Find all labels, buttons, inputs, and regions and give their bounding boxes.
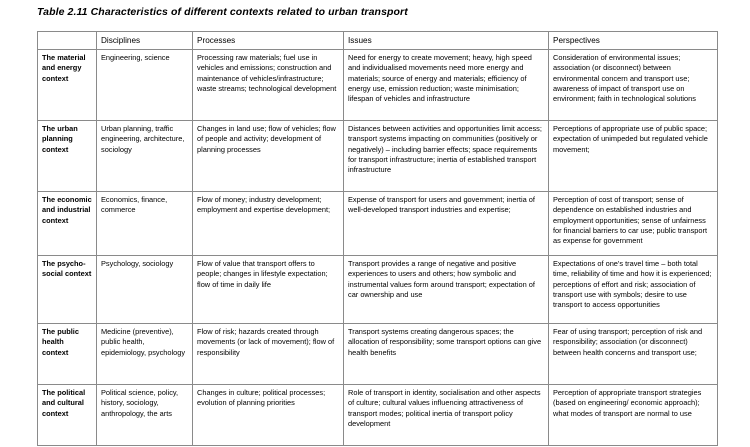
cell-perspectives: Consideration of environmental issues; association (or disconnect) between environmental concern and transport use; awareness of impact of transport use on environment; faith in technological solutions	[549, 50, 718, 121]
row-header-public-health: The public health context	[38, 324, 97, 385]
row-header-urban-planning: The urban planning context	[38, 121, 97, 192]
cell-disciplines: Urban planning, traffic engineering, architecture, sociology	[97, 121, 193, 192]
table-row	[38, 385, 718, 446]
cell-disciplines: Economics, finance, commerce	[97, 192, 193, 256]
urban-transport-contexts-table	[37, 31, 718, 446]
cell-disciplines: Political science, policy, history, sociology, anthropology, the arts	[97, 385, 193, 446]
table-header	[38, 32, 718, 50]
cell-issues: Expense of transport for users and government; inertia of well-developed transport industries and expertise;	[344, 192, 549, 256]
cell-disciplines: Psychology, sociology	[97, 256, 193, 324]
table-row	[38, 192, 718, 256]
column-header-issues: Issues	[344, 32, 549, 50]
cell-issues: Role of transport in identity, socialisation and other aspects of culture; cultural values influencing attractiveness of transport modes; political inertia of transport policy development	[344, 385, 549, 446]
table-row	[38, 256, 718, 324]
row-header-economic-industrial: The economic and industrial context	[38, 192, 97, 256]
row-header-psycho-social: The psycho-social context	[38, 256, 97, 324]
column-header-disciplines: Disciplines	[97, 32, 193, 50]
cell-perspectives: Fear of using transport; perception of risk and responsibility; association (or disconnect) between health concerns and transport use;	[549, 324, 718, 385]
cell-issues: Transport provides a range of negative and positive experiences to users and others; how symbolic and instrumental values form around transport; expectation of car ownership and use	[344, 256, 549, 324]
table-row	[38, 121, 718, 192]
cell-perspectives: Perception of appropriate transport strategies (based on engineering/ economic approach); what modes of transport are normal to use	[549, 385, 718, 446]
cell-disciplines: Engineering, science	[97, 50, 193, 121]
row-header-material-energy: The material and energy context	[38, 50, 97, 121]
table-body	[38, 50, 718, 446]
column-header-processes: Processes	[193, 32, 344, 50]
cell-processes: Flow of value that transport offers to people; changes in lifestyle expectation; flow of time in daily life	[193, 256, 344, 324]
cell-processes: Changes in culture; political processes; evolution of planning priorities	[193, 385, 344, 446]
table-row	[38, 50, 718, 121]
table-row	[38, 324, 718, 385]
cell-issues: Distances between activities and opportunities limit access; transport systems impacting on communities (positively or negatively) – including barrier effects; space requirements for transport infrastructure; inertia of established transport infrastructure	[344, 121, 549, 192]
cell-processes: Flow of risk; hazards created through movements (or lack of movement); flow of responsibility	[193, 324, 344, 385]
cell-processes: Changes in land use; flow of vehicles; flow of people and activity; development of planning processes	[193, 121, 344, 192]
cell-perspectives: Perceptions of appropriate use of public space; expectation of unimpeded but regulated vehicle movement;	[549, 121, 718, 192]
column-header-perspectives: Perspectives	[549, 32, 718, 50]
header-row	[38, 32, 718, 50]
cell-disciplines: Medicine (preventive), public health, epidemiology, psychology	[97, 324, 193, 385]
cell-issues: Need for energy to create movement; heavy, high speed and individualised movements need more energy and materials; source of energy and materials; efficiency of energy use, emission reduction; waste minimisation; lifespan of vehicles and infrastructure	[344, 50, 549, 121]
cell-perspectives: Perception of cost of transport; sense of dependence on established industries and employment opportunities; sense of unfairness for financial barriers to car use; public transport as expense for government	[549, 192, 718, 256]
cell-processes: Flow of money; industry development; employment and expertise development;	[193, 192, 344, 256]
column-header-context	[38, 32, 97, 50]
row-header-political-cultural: The political and cultural context	[38, 385, 97, 446]
cell-issues: Transport systems creating dangerous spaces; the allocation of responsibility; some transport options can give health benefits	[344, 324, 549, 385]
table-caption: Table 2.11 Characteristics of different contexts related to urban transport	[37, 6, 408, 18]
cell-processes: Processing raw materials; fuel use in vehicles and emissions; construction and maintenance of vehicles/infrastructure; waste streams; technological development	[193, 50, 344, 121]
cell-perspectives: Expectations of one's travel time – both total time, reliability of time and how it is experienced; perceptions of effort and risk; association of transport use with symbols; desire to use transport to access opportunities	[549, 256, 718, 324]
